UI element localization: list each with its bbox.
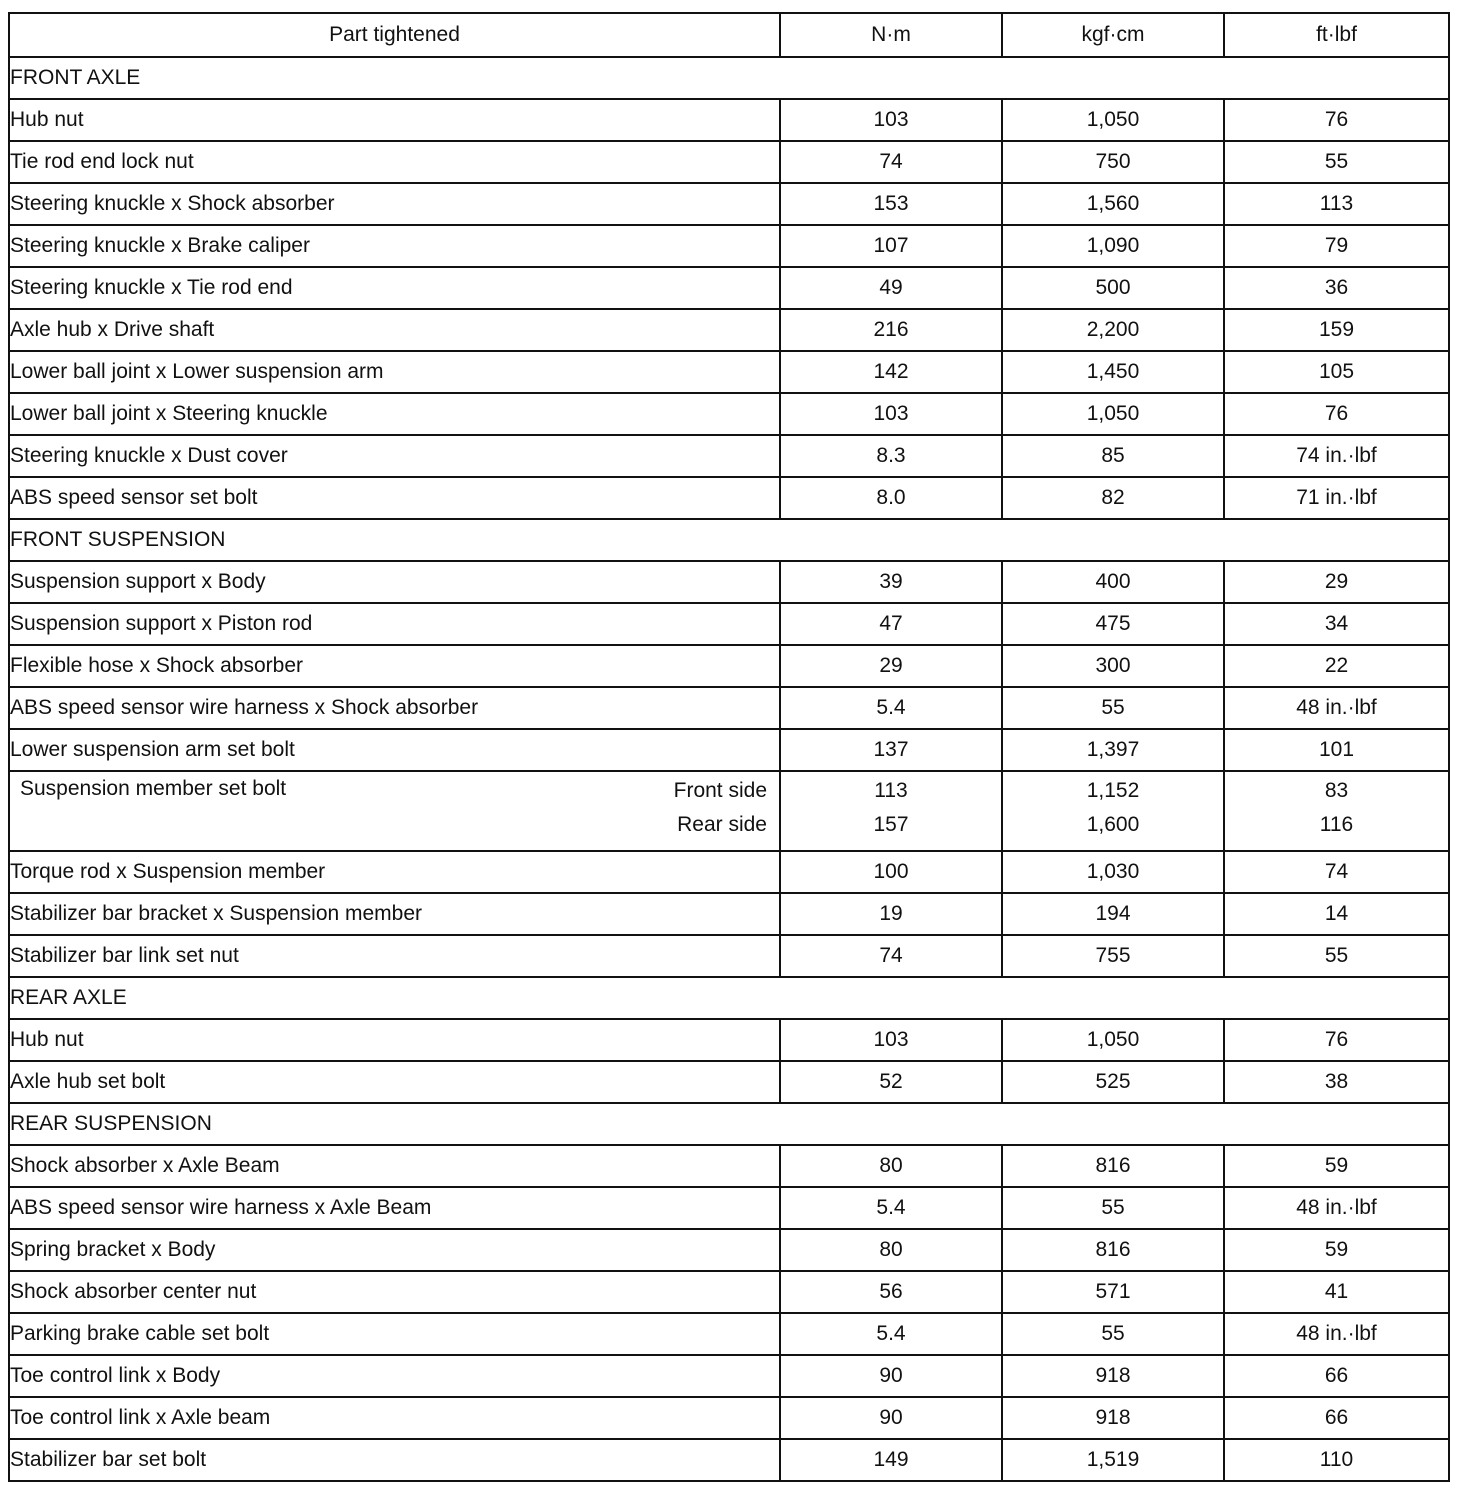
ft-lbf-value: 22 (1224, 645, 1449, 687)
ft-lbf-value: 66 (1224, 1355, 1449, 1397)
section-header-row (9, 519, 1449, 561)
front-side-ft-lbf-value: 83 (1324, 779, 1349, 802)
table-row (9, 99, 1449, 141)
ft-lbf-value: 105 (1224, 351, 1449, 393)
ft-lbf-value: 29 (1224, 561, 1449, 603)
kgf-cm-value: 1,450 (1002, 351, 1224, 393)
part-name: Toe control link x Axle beam (9, 1397, 780, 1439)
nm-value: 8.3 (780, 435, 1002, 477)
nm-value: 49 (780, 267, 1002, 309)
table-row (9, 1397, 1449, 1439)
table-row (9, 1271, 1449, 1313)
ft-lbf-value: 76 (1224, 99, 1449, 141)
table-row (9, 141, 1449, 183)
ft-lbf-value: 159 (1224, 309, 1449, 351)
part-name: Axle hub set bolt (9, 1061, 780, 1103)
part-name: Tie rod end lock nut (9, 141, 780, 183)
table-row (9, 771, 1449, 851)
table-row (9, 309, 1449, 351)
kgf-cm-value: 918 (1002, 1397, 1224, 1439)
nm-value: 153 (780, 183, 1002, 225)
part-cell (9, 771, 780, 851)
ft-lbf-value: 41 (1224, 1271, 1449, 1313)
nm-value: 5.4 (780, 1187, 1002, 1229)
table-row (9, 1019, 1449, 1061)
nm-value: 103 (780, 1019, 1002, 1061)
part-name: Toe control link x Body (9, 1355, 780, 1397)
part-name: Spring bracket x Body (9, 1229, 780, 1271)
ft-lbf-value: 36 (1224, 267, 1449, 309)
ft-lbf-value: 79 (1224, 225, 1449, 267)
kgf-cm-value: 475 (1002, 603, 1224, 645)
rear-side-nm-value: 157 (873, 813, 909, 836)
ft-lbf-value: 66 (1224, 1397, 1449, 1439)
part-name: Stabilizer bar set bolt (9, 1439, 780, 1481)
kgf-cm-value: 194 (1002, 893, 1224, 935)
table-row (9, 935, 1449, 977)
ft-lbf-value: 59 (1224, 1229, 1449, 1271)
kgf-cm-value: 1,050 (1002, 1019, 1224, 1061)
ft-lbf-value: 59 (1224, 1145, 1449, 1187)
section-header-row (9, 977, 1449, 1019)
ft-lbf-value: 76 (1224, 1019, 1449, 1061)
rear-side-ft-lbf-value: 116 (1319, 813, 1354, 836)
nm-value: 29 (780, 645, 1002, 687)
rear-side-label: Rear side (677, 813, 767, 836)
part-name: Hub nut (9, 99, 780, 141)
ft-lbf-value-cell (1224, 771, 1449, 851)
table-row (9, 225, 1449, 267)
ft-lbf-value: 76 (1224, 393, 1449, 435)
kgf-cm-value: 750 (1002, 141, 1224, 183)
torque-specification-table (8, 12, 1450, 1482)
kgf-cm-value: 300 (1002, 645, 1224, 687)
nm-value: 5.4 (780, 687, 1002, 729)
nm-value: 90 (780, 1397, 1002, 1439)
kgf-cm-value: 1,050 (1002, 99, 1224, 141)
kgf-cm-value: 1,050 (1002, 393, 1224, 435)
ft-lbf-value: 55 (1224, 935, 1449, 977)
kgf-cm-value: 1,397 (1002, 729, 1224, 771)
nm-value: 149 (780, 1439, 1002, 1481)
part-name: Suspension support x Body (9, 561, 780, 603)
part-name: Torque rod x Suspension member (9, 851, 780, 893)
part-name: Steering knuckle x Brake caliper (9, 225, 780, 267)
table-row (9, 1229, 1449, 1271)
kgf-cm-value: 816 (1002, 1229, 1224, 1271)
kgf-cm-value: 1,030 (1002, 851, 1224, 893)
kgf-cm-value: 82 (1002, 477, 1224, 519)
kgf-cm-value: 755 (1002, 935, 1224, 977)
ft-lbf-value: 71 in.·lbf (1224, 477, 1449, 519)
nm-value: 52 (780, 1061, 1002, 1103)
kgf-cm-value: 1,090 (1002, 225, 1224, 267)
kgf-cm-value: 571 (1002, 1271, 1224, 1313)
ft-lbf-value: 113 (1224, 183, 1449, 225)
table-row (9, 393, 1449, 435)
nm-value: 142 (780, 351, 1002, 393)
nm-value: 47 (780, 603, 1002, 645)
ft-lbf-value: 14 (1224, 893, 1449, 935)
nm-value: 80 (780, 1229, 1002, 1271)
kgf-cm-value: 525 (1002, 1061, 1224, 1103)
table-row (9, 1061, 1449, 1103)
table-header-row (9, 13, 1449, 57)
nm-value: 100 (780, 851, 1002, 893)
part-name: Suspension member set bolt (20, 777, 287, 800)
nm-value: 19 (780, 893, 1002, 935)
part-name: Lower ball joint x Lower suspension arm (9, 351, 780, 393)
nm-value: 8.0 (780, 477, 1002, 519)
header-kgf-cm: kgf·cm (1002, 13, 1224, 57)
part-name: Steering knuckle x Dust cover (9, 435, 780, 477)
nm-value-cell (780, 771, 1002, 851)
rear-side-kgf-cm-value: 1,600 (1086, 813, 1140, 836)
header-part-tightened: Part tightened (9, 13, 780, 57)
part-name: Axle hub x Drive shaft (9, 309, 780, 351)
nm-value: 107 (780, 225, 1002, 267)
table-row (9, 477, 1449, 519)
table-row (9, 1145, 1449, 1187)
kgf-cm-value: 816 (1002, 1145, 1224, 1187)
kgf-cm-value: 400 (1002, 561, 1224, 603)
kgf-cm-value-cell (1002, 771, 1224, 851)
table-row (9, 893, 1449, 935)
section-title: FRONT SUSPENSION (9, 519, 1449, 561)
nm-value: 90 (780, 1355, 1002, 1397)
table-row (9, 603, 1449, 645)
section-title: REAR SUSPENSION (9, 1103, 1449, 1145)
table-row (9, 687, 1449, 729)
kgf-cm-value: 2,200 (1002, 309, 1224, 351)
ft-lbf-value: 101 (1224, 729, 1449, 771)
part-name: Parking brake cable set bolt (9, 1313, 780, 1355)
part-name: Steering knuckle x Shock absorber (9, 183, 780, 225)
table-row (9, 1439, 1449, 1481)
table-row (9, 851, 1449, 893)
part-name: Flexible hose x Shock absorber (9, 645, 780, 687)
part-name: Hub nut (9, 1019, 780, 1061)
nm-value: 56 (780, 1271, 1002, 1313)
table-row (9, 183, 1449, 225)
front-side-label: Front side (673, 779, 767, 802)
kgf-cm-value: 55 (1002, 1313, 1224, 1355)
table-row (9, 729, 1449, 771)
part-name: Lower suspension arm set bolt (9, 729, 780, 771)
table-row (9, 1187, 1449, 1229)
section-header-row (9, 57, 1449, 99)
header-nm: N·m (780, 13, 1002, 57)
nm-value: 74 (780, 141, 1002, 183)
ft-lbf-value: 34 (1224, 603, 1449, 645)
part-name: Shock absorber x Axle Beam (9, 1145, 780, 1187)
table-row (9, 1313, 1449, 1355)
nm-value: 137 (780, 729, 1002, 771)
table-row (9, 351, 1449, 393)
header-ft-lbf: ft·lbf (1224, 13, 1449, 57)
nm-value: 80 (780, 1145, 1002, 1187)
part-name: ABS speed sensor set bolt (9, 477, 780, 519)
kgf-cm-value: 55 (1002, 1187, 1224, 1229)
table-row (9, 645, 1449, 687)
table-row (9, 1355, 1449, 1397)
part-name: Stabilizer bar link set nut (9, 935, 780, 977)
section-title: FRONT AXLE (9, 57, 1449, 99)
kgf-cm-value: 1,560 (1002, 183, 1224, 225)
kgf-cm-value: 55 (1002, 687, 1224, 729)
part-name: Lower ball joint x Steering knuckle (9, 393, 780, 435)
ft-lbf-value: 55 (1224, 141, 1449, 183)
table-row (9, 267, 1449, 309)
kgf-cm-value: 918 (1002, 1355, 1224, 1397)
nm-value: 39 (780, 561, 1002, 603)
nm-value: 74 (780, 935, 1002, 977)
kgf-cm-value: 1,519 (1002, 1439, 1224, 1481)
kgf-cm-value: 85 (1002, 435, 1224, 477)
part-name: Steering knuckle x Tie rod end (9, 267, 780, 309)
part-name: ABS speed sensor wire harness x Axle Beam (9, 1187, 780, 1229)
kgf-cm-value: 500 (1002, 267, 1224, 309)
table-body (9, 57, 1449, 1481)
section-header-row (9, 1103, 1449, 1145)
ft-lbf-value: 74 in.·lbf (1224, 435, 1449, 477)
nm-value: 5.4 (780, 1313, 1002, 1355)
ft-lbf-value: 74 (1224, 851, 1449, 893)
nm-value: 216 (780, 309, 1002, 351)
part-name: Shock absorber center nut (9, 1271, 780, 1313)
ft-lbf-value: 110 (1224, 1439, 1449, 1481)
table-row (9, 435, 1449, 477)
part-name: Stabilizer bar bracket x Suspension member (9, 893, 780, 935)
ft-lbf-value: 48 in.·lbf (1224, 1313, 1449, 1355)
ft-lbf-value: 48 in.·lbf (1224, 1187, 1449, 1229)
ft-lbf-value: 38 (1224, 1061, 1449, 1103)
part-name: ABS speed sensor wire harness x Shock absorber (9, 687, 780, 729)
table-row (9, 561, 1449, 603)
part-name: Suspension support x Piston rod (9, 603, 780, 645)
section-title: REAR AXLE (9, 977, 1449, 1019)
front-side-kgf-cm-value: 1,152 (1086, 779, 1140, 802)
front-side-nm-value: 113 (874, 779, 908, 802)
nm-value: 103 (780, 99, 1002, 141)
nm-value: 103 (780, 393, 1002, 435)
ft-lbf-value: 48 in.·lbf (1224, 687, 1449, 729)
